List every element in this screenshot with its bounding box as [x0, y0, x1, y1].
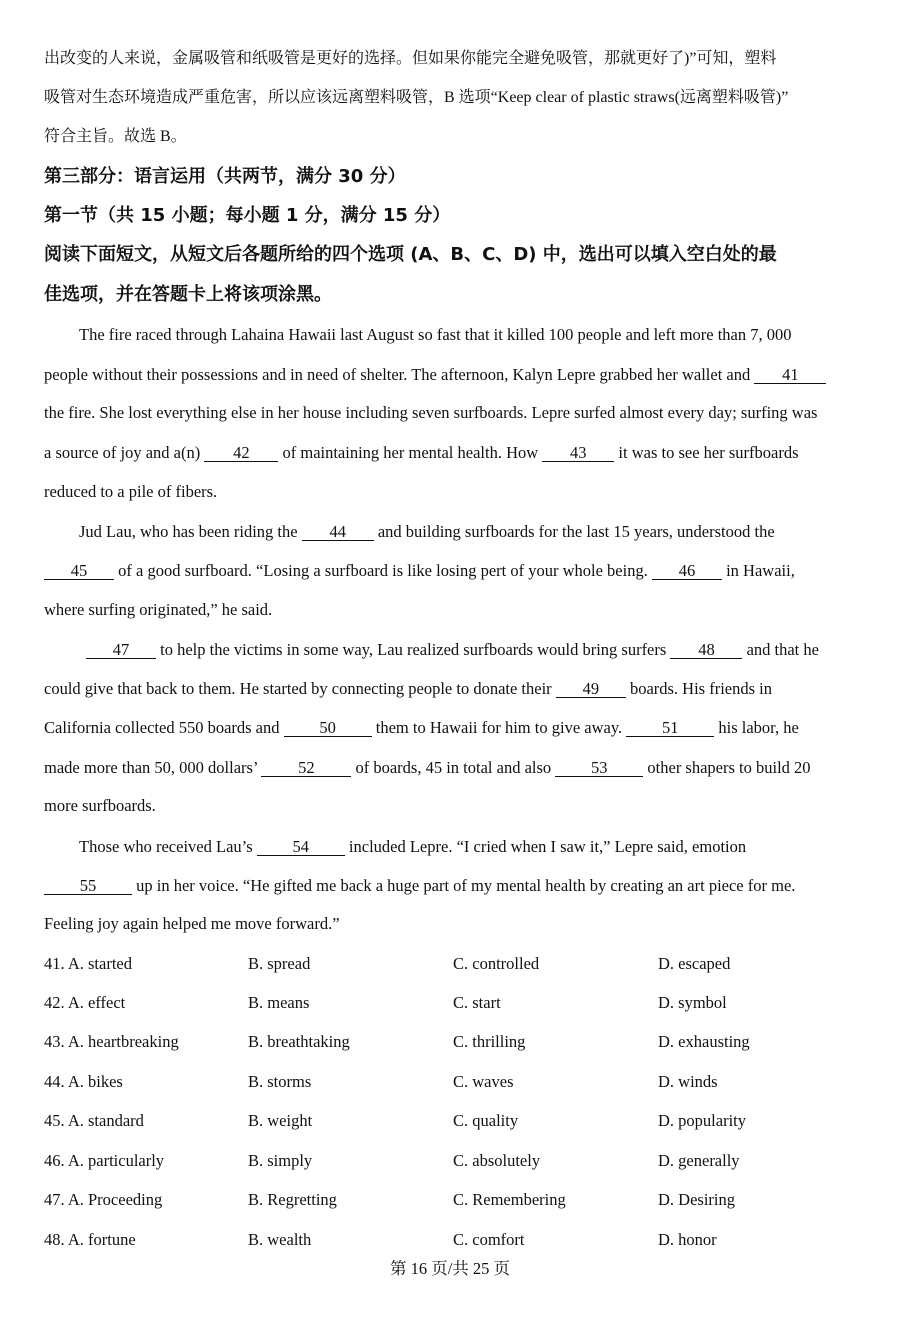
passage-text: of a good surfboard. “Losing a surfboard is like losing pert of your whole being. — [114, 561, 652, 580]
option-a: 43. A. heartbreaking — [44, 1032, 179, 1051]
passage-line: where surfing originated,” he said. — [44, 600, 273, 619]
option-b: B. Regretting — [248, 1190, 337, 1209]
option-d: D. generally — [658, 1151, 740, 1170]
passage-line: The fire raced through Lahaina Hawaii last August so fast that it killed 100 people and left more than 7, 000 — [79, 325, 792, 344]
passage-text: and building surfboards for the last 15 years, understood the — [373, 522, 775, 541]
passage-text: people without their possessions and in need of shelter. The afternoon, Kalyn Lepre grabbed her wallet and — [44, 365, 755, 384]
passage-line: more surfboards. — [44, 796, 156, 815]
option-a: 42. A. effect — [44, 993, 126, 1012]
option-c: C. controlled — [453, 954, 540, 973]
instruction-line-2: 佳选项，并在答题卡上将该项涂黑。 — [44, 284, 332, 305]
passage-text: included Lepre. “I cried when I saw it,” Lepre said, emotion — [344, 837, 747, 856]
option-c: C. absolutely — [453, 1151, 541, 1170]
passage-text: of maintaining her mental health. How — [278, 443, 543, 462]
passage-line — [44, 444, 799, 462]
passage-text: boards. His friends in — [625, 679, 773, 698]
blank-49: 49 — [556, 680, 626, 698]
passage-line: the fire. She lost everything else in her house including seven surfboards. Lepre surfed almost every day; surfing was — [44, 403, 818, 422]
option-c: C. waves — [453, 1072, 514, 1091]
blank-54: 54 — [257, 838, 345, 856]
option-b: B. storms — [248, 1072, 312, 1091]
passage-text: California collected 550 boards and — [44, 718, 284, 737]
option-d: D. winds — [658, 1072, 718, 1091]
blank-43: 43 — [542, 444, 614, 462]
option-d: D. exhausting — [658, 1032, 750, 1051]
intro-line-3: 符合主旨。故选 B。 — [44, 128, 187, 145]
passage-line — [79, 838, 746, 856]
intro-line-1: 出改变的人来说，金属吸管和纸吸管是更好的选择。但如果你能完全避免吸管，那就更好了)”可知，塑料 — [44, 50, 777, 67]
passage-line — [44, 719, 799, 737]
passage-line — [44, 366, 826, 384]
passage-text: a source of joy and a(n) — [44, 443, 205, 462]
passage-text: to help the victims in some way, Lau realized surfboards would bring surfers — [156, 640, 671, 659]
option-d: D. honor — [658, 1230, 717, 1249]
passage-text: them to Hawaii for him to give away. — [371, 718, 627, 737]
option-c: C. start — [453, 993, 501, 1012]
passage-text: Those who received Lau’s — [79, 837, 257, 856]
option-a: 45. A. standard — [44, 1111, 144, 1130]
blank-46: 46 — [652, 562, 722, 580]
option-c: C. thrilling — [453, 1032, 526, 1051]
intro-line-2: 吸管对生态环境造成严重危害，所以应该远离塑料吸管，B 选项“Keep clear of plastic straws(远离塑料吸管)” — [44, 89, 789, 106]
blank-42: 42 — [204, 444, 278, 462]
option-d: D. symbol — [658, 993, 727, 1012]
blank-48: 48 — [670, 641, 742, 659]
option-b: B. wealth — [248, 1230, 312, 1249]
instruction-line-1: 阅读下面短文，从短文后各题所给的四个选项 (A、B、C、D) 中，选出可以填入空白处的最 — [44, 244, 777, 265]
option-b: B. spread — [248, 954, 311, 973]
passage-line — [44, 680, 772, 698]
passage-line — [44, 562, 795, 580]
option-a: 47. A. Proceeding — [44, 1190, 163, 1209]
passage-line — [44, 877, 795, 895]
passage-text: and that he — [742, 640, 819, 659]
passage-line: reduced to a pile of fibers. — [44, 482, 218, 501]
option-c: C. comfort — [453, 1230, 525, 1249]
blank-50: 50 — [284, 719, 372, 737]
section-title: 第一节（共 15 小题；每小题 1 分，满分 15 分） — [44, 205, 451, 226]
passage-line: Feeling joy again helped me move forward.” — [44, 914, 340, 933]
passage-text: up in her voice. “He gifted me back a huge part of my mental health by creating an art piece for me. — [132, 876, 796, 895]
option-b: B. simply — [248, 1151, 313, 1170]
blank-51: 51 — [626, 719, 714, 737]
passage-line — [79, 523, 775, 541]
blank-55: 55 — [44, 877, 132, 895]
blank-52: 52 — [261, 759, 351, 777]
passage-text: his labor, he — [714, 718, 799, 737]
blank-41: 41 — [754, 366, 826, 384]
passage-text: made more than 50, 000 dollars’ — [44, 758, 262, 777]
option-c: C. quality — [453, 1111, 519, 1130]
option-a: 41. A. started — [44, 954, 132, 973]
passage-text: in Hawaii, — [721, 561, 795, 580]
passage-line — [86, 641, 819, 659]
blank-53: 53 — [555, 759, 643, 777]
blank-47: 47 — [86, 641, 156, 659]
option-a: 46. A. particularly — [44, 1151, 165, 1170]
option-b: B. means — [248, 993, 310, 1012]
option-b: B. breathtaking — [248, 1032, 350, 1051]
page-footer: 第 16 页/共 25 页 — [389, 1259, 511, 1278]
option-a: 48. A. fortune — [44, 1230, 136, 1249]
passage-text: of boards, 45 in total and also — [351, 758, 556, 777]
passage-text: could give that back to them. He started by connecting people to donate their — [44, 679, 556, 698]
option-d: D. escaped — [658, 954, 731, 973]
passage-text: it was to see her surfboards — [614, 443, 799, 462]
blank-44: 44 — [302, 523, 374, 541]
blank-45: 45 — [44, 562, 114, 580]
option-a: 44. A. bikes — [44, 1072, 123, 1091]
part-title: 第三部分：语言运用（共两节，满分 30 分） — [44, 166, 406, 187]
passage-line — [44, 759, 811, 777]
option-d: D. Desiring — [658, 1190, 735, 1209]
option-b: B. weight — [248, 1111, 313, 1130]
option-d: D. popularity — [658, 1111, 746, 1130]
passage-text: other shapers to build 20 — [643, 758, 811, 777]
option-c: C. Remembering — [453, 1190, 566, 1209]
passage-text: Jud Lau, who has been riding the — [79, 522, 302, 541]
